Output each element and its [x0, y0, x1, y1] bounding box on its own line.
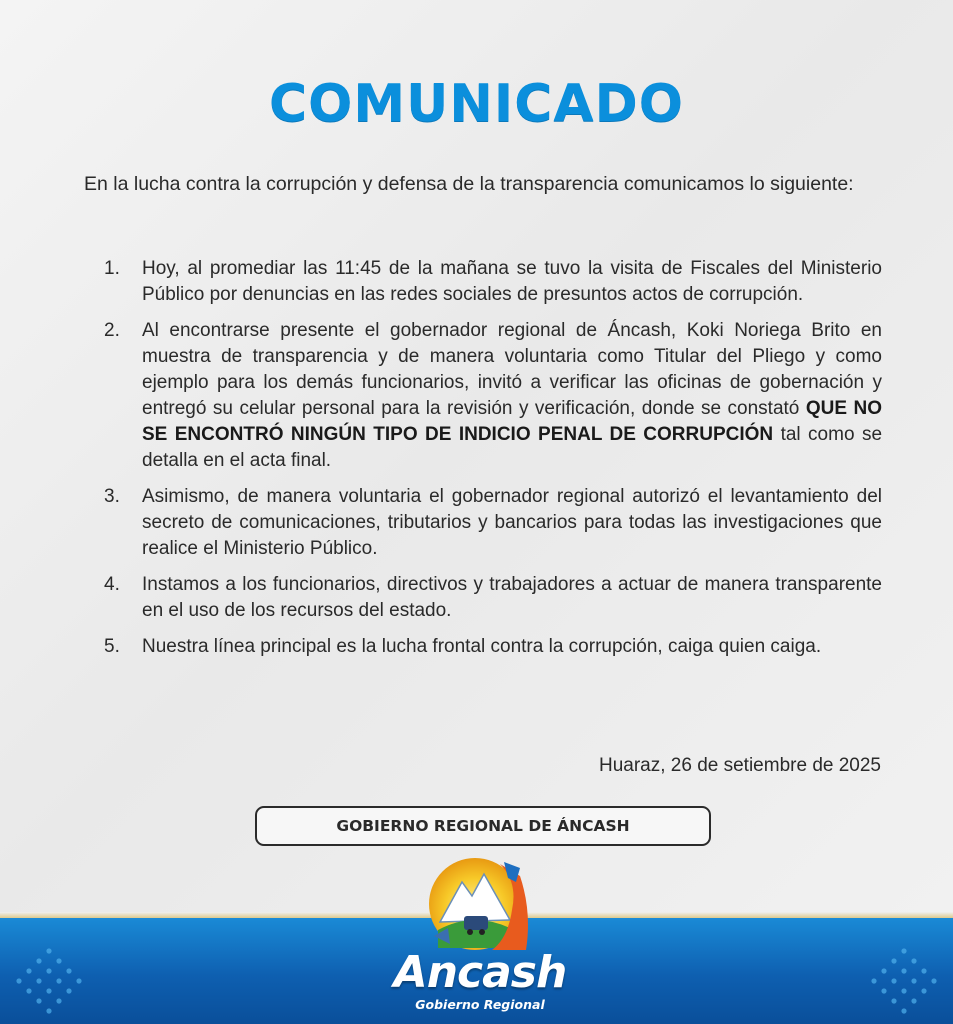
list-item [104, 484, 882, 562]
item-number: 2. [104, 320, 120, 341]
item-text: Asimismo, de manera voluntaria el gobernador regional autorizó el levantamiento del secreto de comunicaciones, tributarios y bancarios para todas las investigaciones que realice el Ministerio Público. [142, 486, 882, 559]
ancash-logo [380, 852, 580, 1024]
item-text: Instamos a los funcionarios, directivos y trabajadores a actuar de manera transparente en el uso de los recursos del estado. [142, 574, 882, 621]
list-item [104, 318, 882, 474]
item-text: Al encontrarse presente el gobernador regional de Áncash, Koki Noriega Brito en muestra de transparencia y de manera voluntaria como Titular del Pliego y como ejemplo para los demás funcionarios, invitó a verificar las oficinas de gobernación y entregó su celular personal para la revisión y verificación, donde se constató [142, 320, 882, 419]
organization-name: GOBIERNO REGIONAL DE ÁNCASH [336, 817, 630, 835]
item-number: 3. [104, 486, 120, 507]
logo-brand-text: Ancash [393, 947, 567, 998]
page-title: COMUNICADO [269, 74, 684, 134]
logo-subtitle-text: Gobierno Regional [415, 997, 545, 1012]
item-text: Hoy, al promediar las 11:45 de la mañana se tuvo la visita de Fiscales del Ministerio Público por denuncias en las redes sociales de presuntos actos de corrupción. [142, 258, 882, 305]
dot-pattern-right [869, 946, 939, 1016]
organization-box [255, 806, 711, 846]
item-number: 1. [104, 258, 120, 279]
list-item [104, 256, 882, 308]
intro-paragraph: En la lucha contra la corrupción y defensa de la transparencia comunicamos lo siguiente: [84, 173, 854, 195]
item-text-after: tal como se detalla en el acta final. [142, 424, 883, 471]
dot-pattern-left [14, 946, 84, 1016]
list-item [104, 572, 882, 624]
ancash-region-emblem-icon [380, 852, 580, 952]
date-line: Huaraz, 26 de setiembre de 2025 [598, 755, 881, 776]
list-item [104, 634, 882, 660]
statement-list [104, 256, 882, 670]
item-number: 5. [104, 636, 120, 657]
item-text: Nuestra línea principal es la lucha frontal contra la corrupción, caiga quien caiga. [142, 636, 822, 657]
item-bold-text: QUE NO SE ENCONTRÓ NINGÚN TIPO DE INDICIO PENAL DE CORRUPCIÓN [142, 398, 882, 445]
item-number: 4. [104, 574, 120, 595]
